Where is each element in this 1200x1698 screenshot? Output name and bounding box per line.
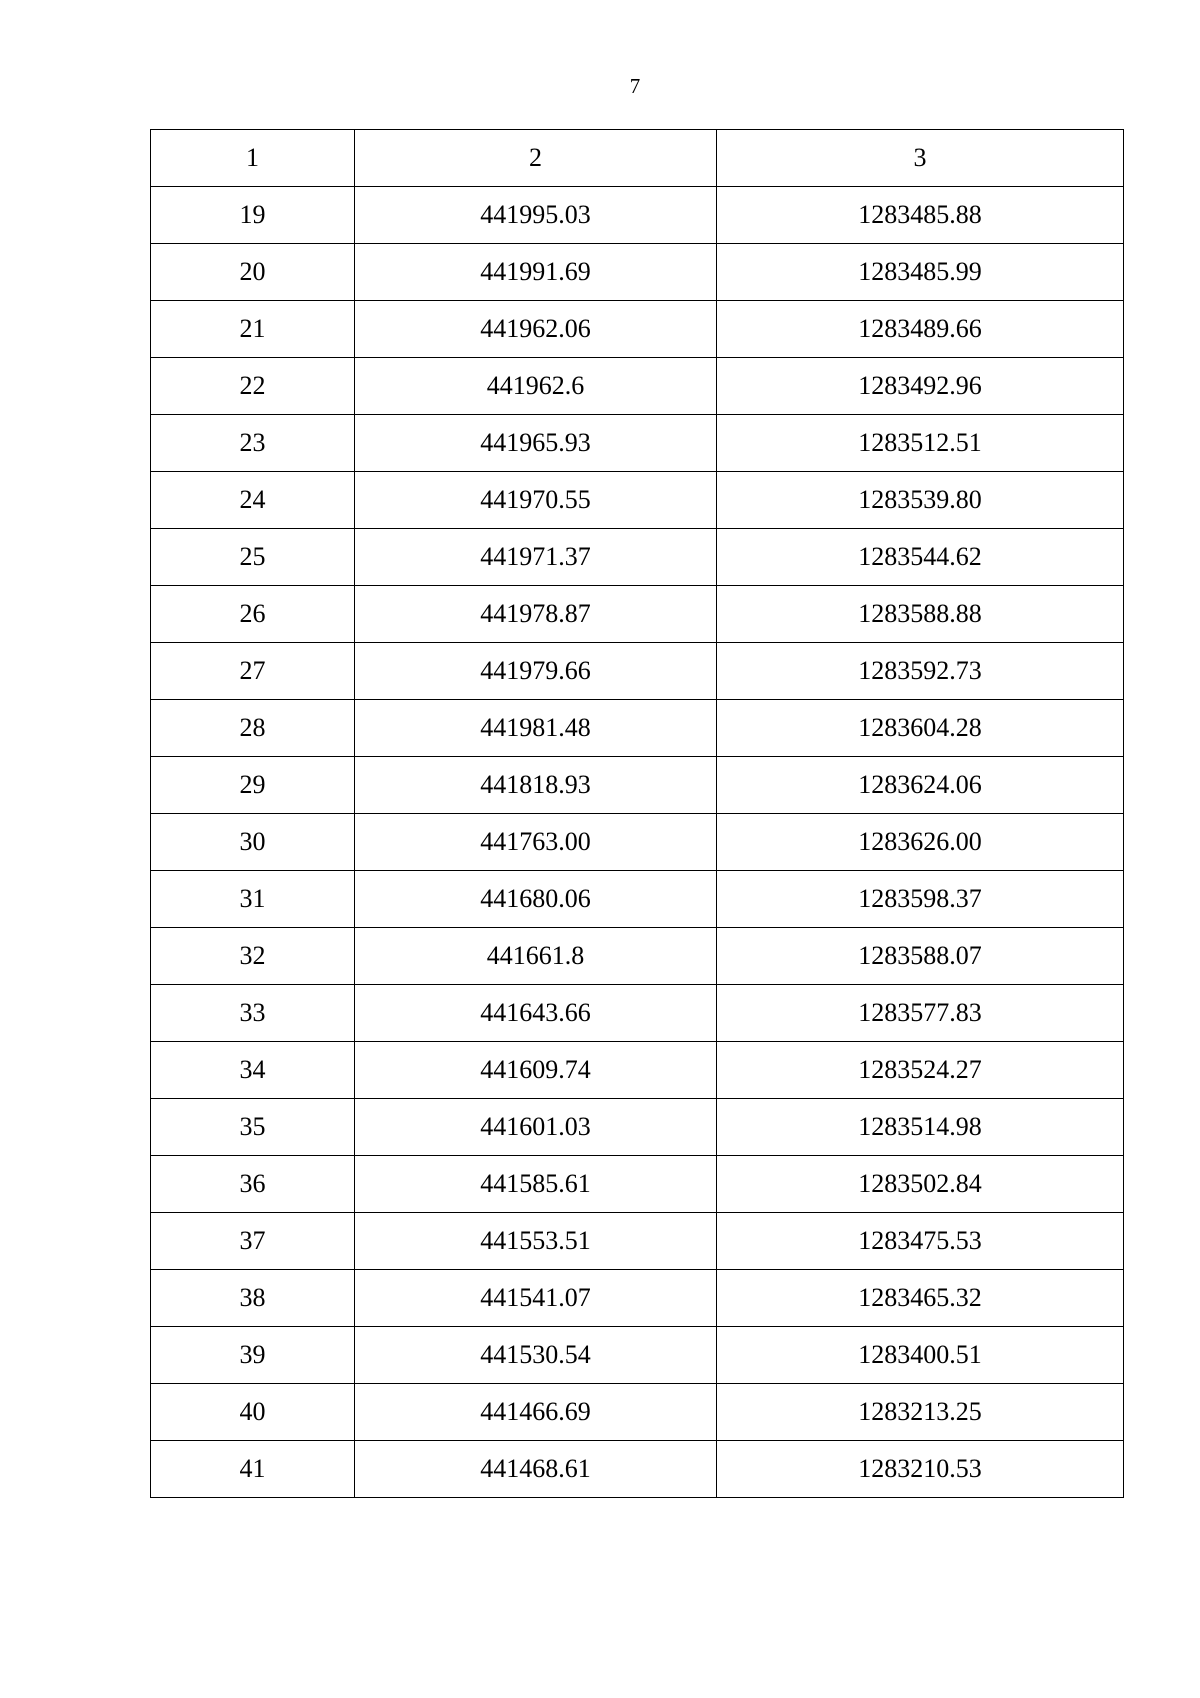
table-row [151, 1156, 1124, 1213]
table-row [151, 871, 1124, 928]
x-coordinate-cell: 441981.48 [355, 700, 717, 757]
table-row [151, 700, 1124, 757]
x-coordinate-cell: 441970.55 [355, 472, 717, 529]
point-number-cell: 30 [151, 814, 355, 871]
y-coordinate-cell: 1283604.28 [717, 700, 1124, 757]
point-number-cell: 20 [151, 244, 355, 301]
y-coordinate-cell: 1283588.88 [717, 586, 1124, 643]
table-row [151, 1270, 1124, 1327]
point-number-cell: 32 [151, 928, 355, 985]
y-coordinate-cell: 1283544.62 [717, 529, 1124, 586]
table-row [151, 301, 1124, 358]
table-row [151, 1327, 1124, 1384]
y-coordinate-cell: 1283213.25 [717, 1384, 1124, 1441]
point-number-cell: 26 [151, 586, 355, 643]
y-coordinate-cell: 1283588.07 [717, 928, 1124, 985]
x-coordinate-cell: 441609.74 [355, 1042, 717, 1099]
table-body [151, 187, 1124, 1498]
y-coordinate-cell: 1283485.99 [717, 244, 1124, 301]
table-row [151, 643, 1124, 700]
table-row [151, 1213, 1124, 1270]
table-row [151, 1099, 1124, 1156]
point-number-cell: 34 [151, 1042, 355, 1099]
x-coordinate-cell: 441965.93 [355, 415, 717, 472]
table-row [151, 586, 1124, 643]
point-number-cell: 22 [151, 358, 355, 415]
column-header-3: 3 [717, 130, 1124, 187]
coordinates-table [150, 129, 1124, 1498]
x-coordinate-cell: 441643.66 [355, 985, 717, 1042]
y-coordinate-cell: 1283524.27 [717, 1042, 1124, 1099]
table-row [151, 1384, 1124, 1441]
point-number-cell: 23 [151, 415, 355, 472]
table-row [151, 529, 1124, 586]
x-coordinate-cell: 441978.87 [355, 586, 717, 643]
table-row [151, 928, 1124, 985]
point-number-cell: 31 [151, 871, 355, 928]
point-number-cell: 33 [151, 985, 355, 1042]
table-row [151, 1042, 1124, 1099]
point-number-cell: 28 [151, 700, 355, 757]
y-coordinate-cell: 1283502.84 [717, 1156, 1124, 1213]
y-coordinate-cell: 1283539.80 [717, 472, 1124, 529]
table-row [151, 985, 1124, 1042]
x-coordinate-cell: 441530.54 [355, 1327, 717, 1384]
y-coordinate-cell: 1283598.37 [717, 871, 1124, 928]
page-number: 7 [629, 74, 641, 98]
x-coordinate-cell: 441763.00 [355, 814, 717, 871]
x-coordinate-cell: 441995.03 [355, 187, 717, 244]
table-row [151, 187, 1124, 244]
point-number-cell: 21 [151, 301, 355, 358]
y-coordinate-cell: 1283492.96 [717, 358, 1124, 415]
table-row [151, 244, 1124, 301]
x-coordinate-cell: 441971.37 [355, 529, 717, 586]
y-coordinate-cell: 1283626.00 [717, 814, 1124, 871]
point-number-cell: 27 [151, 643, 355, 700]
x-coordinate-cell: 441601.03 [355, 1099, 717, 1156]
point-number-cell: 36 [151, 1156, 355, 1213]
table-row [151, 1441, 1124, 1498]
x-coordinate-cell: 441541.07 [355, 1270, 717, 1327]
y-coordinate-cell: 1283514.98 [717, 1099, 1124, 1156]
y-coordinate-cell: 1283624.06 [717, 757, 1124, 814]
x-coordinate-cell: 441585.61 [355, 1156, 717, 1213]
point-number-cell: 25 [151, 529, 355, 586]
point-number-cell: 40 [151, 1384, 355, 1441]
y-coordinate-cell: 1283485.88 [717, 187, 1124, 244]
table-row [151, 814, 1124, 871]
x-coordinate-cell: 441680.06 [355, 871, 717, 928]
x-coordinate-cell: 441468.61 [355, 1441, 717, 1498]
y-coordinate-cell: 1283400.51 [717, 1327, 1124, 1384]
x-coordinate-cell: 441991.69 [355, 244, 717, 301]
x-coordinate-cell: 441979.66 [355, 643, 717, 700]
y-coordinate-cell: 1283592.73 [717, 643, 1124, 700]
y-coordinate-cell: 1283475.53 [717, 1213, 1124, 1270]
point-number-cell: 29 [151, 757, 355, 814]
y-coordinate-cell: 1283577.83 [717, 985, 1124, 1042]
x-coordinate-cell: 441962.6 [355, 358, 717, 415]
table-header-row [151, 130, 1124, 187]
column-header-1: 1 [151, 130, 355, 187]
table-row [151, 415, 1124, 472]
point-number-cell: 38 [151, 1270, 355, 1327]
x-coordinate-cell: 441962.06 [355, 301, 717, 358]
column-header-2: 2 [355, 130, 717, 187]
point-number-cell: 39 [151, 1327, 355, 1384]
x-coordinate-cell: 441553.51 [355, 1213, 717, 1270]
point-number-cell: 24 [151, 472, 355, 529]
y-coordinate-cell: 1283512.51 [717, 415, 1124, 472]
table-row [151, 472, 1124, 529]
point-number-cell: 35 [151, 1099, 355, 1156]
x-coordinate-cell: 441818.93 [355, 757, 717, 814]
point-number-cell: 37 [151, 1213, 355, 1270]
point-number-cell: 19 [151, 187, 355, 244]
y-coordinate-cell: 1283210.53 [717, 1441, 1124, 1498]
y-coordinate-cell: 1283465.32 [717, 1270, 1124, 1327]
table-row [151, 757, 1124, 814]
y-coordinate-cell: 1283489.66 [717, 301, 1124, 358]
table-row [151, 358, 1124, 415]
point-number-cell: 41 [151, 1441, 355, 1498]
x-coordinate-cell: 441466.69 [355, 1384, 717, 1441]
x-coordinate-cell: 441661.8 [355, 928, 717, 985]
